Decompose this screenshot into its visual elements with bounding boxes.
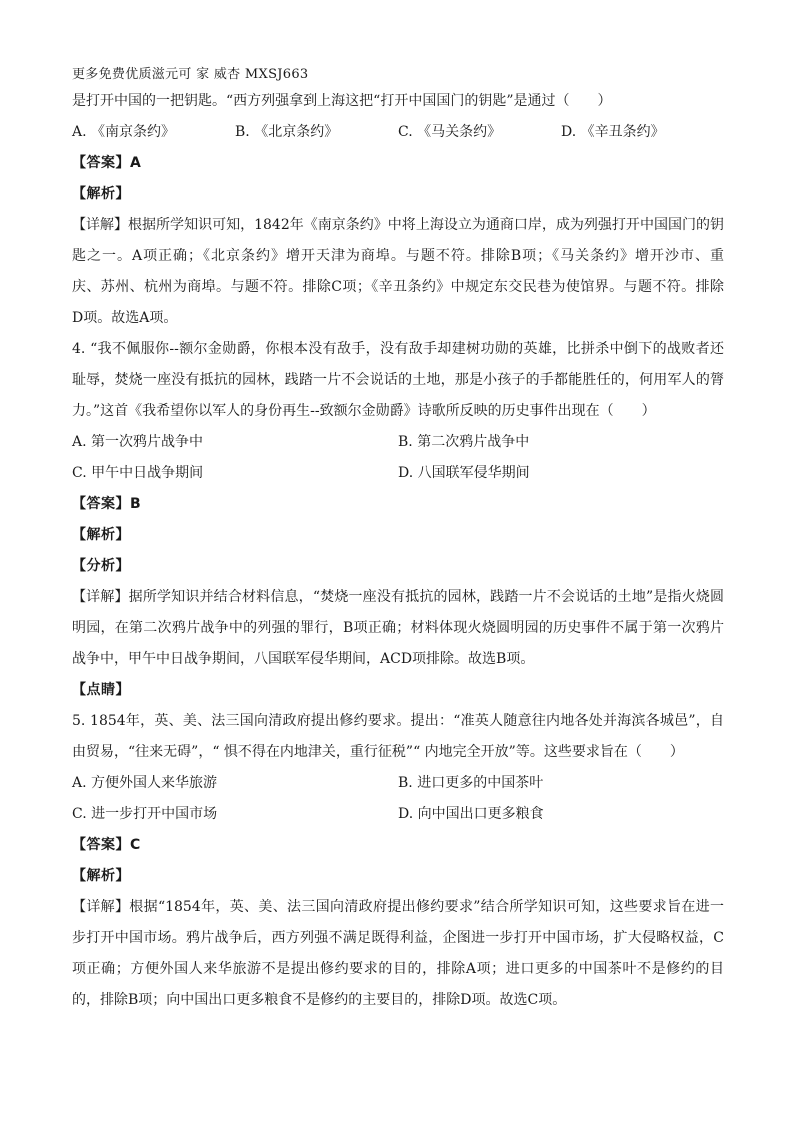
- q3-option-a: A. 《南京条约》: [72, 124, 176, 140]
- page-header: 更多免费优质滋元可 家 威杏 MXSJ663: [72, 67, 309, 82]
- q4-fenxi-heading: 【分析】: [72, 558, 130, 574]
- q3-answer: 【答案】A: [72, 155, 142, 171]
- q4-answer: 【答案】B: [72, 496, 142, 512]
- q4-stem-line: 4. “我不佩服你--额尔金勋爵，你根本没有敌手，没有敌手却建树功勋的英雄，比拼杀中倒下的战败者还: [72, 341, 724, 357]
- q5-analysis-heading: 【解析】: [72, 868, 130, 884]
- q4-options-row: [72, 462, 724, 493]
- q4-option-c: C. 甲午中日战争期间: [72, 465, 204, 481]
- q3-detail-line: 匙之一。A项正确；《北京条约》增开天津为商埠。与题不符。排除B项；《马关条约》增开沙市、重: [72, 248, 724, 264]
- q5-option-c: C. 进一步打开中国市场: [72, 806, 218, 822]
- q5-stem-line: 5. 1854年，英、美、法三国向清政府提出修约要求。提出：“准英人随意往内地各处并海滨各城邑”，自: [72, 713, 724, 729]
- q3-option-d: D. 《辛丑条约》: [561, 124, 665, 140]
- q4-option-a: A. 第一次鸦片战争中: [72, 434, 204, 450]
- q4-analysis-heading: 【解析】: [72, 527, 130, 543]
- q4-option-b: B. 第二次鸦片战争中: [398, 434, 530, 450]
- q3-option-b: B. 《北京条约》: [235, 124, 339, 140]
- q4-stem-line: 力。”这首《我希望你以军人的身份再生--致额尔金勋爵》诗歌所反映的历史事件出现在（ ）: [72, 403, 656, 419]
- q3-detail-line: 庆、苏州、杭州为商埠。与题不符。排除C项；《辛丑条约》中规定东交民巷为使馆界。与题不符。排除: [72, 279, 724, 295]
- q5-option-b: B. 进口更多的中国茶叶: [398, 775, 544, 791]
- q5-options-row: [72, 803, 724, 834]
- q4-detail-line: 明园，在第二次鸦片战争中的列强的罪行，B项正确；材料体现火烧圆明园的历史事件不属于第一次鸦片: [72, 620, 724, 636]
- q4-dianjing-heading: 【点睛】: [72, 682, 130, 698]
- q5-stem-line: 由贸易，“往来无碍”，“ 惧不得在内地津关，重行征税”“ 内地完全开放”等。这些要求旨在（ ）: [72, 744, 684, 760]
- q3-stem: 是打开中国的一把钥匙。“西方列强拿到上海这把“打开中国国门的钥匙”是通过（ ）: [72, 93, 612, 109]
- q3-analysis-heading: 【解析】: [72, 186, 130, 202]
- q3-detail-line: D项。故选A项。: [72, 310, 178, 326]
- q3-options: [72, 121, 724, 152]
- q4-detail-line: 【详解】据所学知识并结合材料信息，“焚烧一座没有抵抗的园林，践踏一片不会说话的土地”是指火烧圆: [72, 589, 724, 605]
- q5-options-row: [72, 772, 724, 803]
- q3-option-c: C. 《马关条约》: [398, 124, 502, 140]
- q5-answer: 【答案】C: [72, 837, 141, 853]
- q5-detail-line: 步打开中国市场。鸦片战争后，西方列强不满足既得利益，企图进一步打开中国市场，扩大侵略权益，C: [72, 930, 724, 946]
- document-page: [72, 64, 724, 1020]
- q4-option-d: D. 八国联军侵华期间: [398, 465, 530, 481]
- q5-detail-line: 的，排除B项；向中国出口更多粮食不是修约的主要目的，排除D项。故选C项。: [72, 992, 567, 1008]
- q5-detail-line: 【详解】根据“1854年，英、美、法三国向清政府提出修约要求”结合所学知识可知，这些要求旨在进一: [72, 899, 724, 915]
- q3-detail-line: 【详解】根据所学知识可知，1842年《南京条约》中将上海设立为通商口岸，成为列强打开中国国门的钥: [72, 217, 724, 233]
- q4-detail-line: 战争中，甲午中日战争期间，八国联军侵华期间，ACD项排除。故选B项。: [72, 651, 535, 667]
- q4-options-row: [72, 431, 724, 462]
- q5-option-d: D. 向中国出口更多粮食: [398, 806, 544, 822]
- q4-stem-line: 耻辱，焚烧一座没有抵抗的园林，践踏一片不会说话的土地，那是小孩子的手都能胜任的，何用军人的膂: [72, 372, 724, 388]
- q5-option-a: A. 方便外国人来华旅游: [72, 775, 218, 791]
- q5-detail-line: 项正确；方便外国人来华旅游不是提出修约要求的目的，排除A项；进口更多的中国茶叶不是修约的目: [72, 961, 724, 977]
